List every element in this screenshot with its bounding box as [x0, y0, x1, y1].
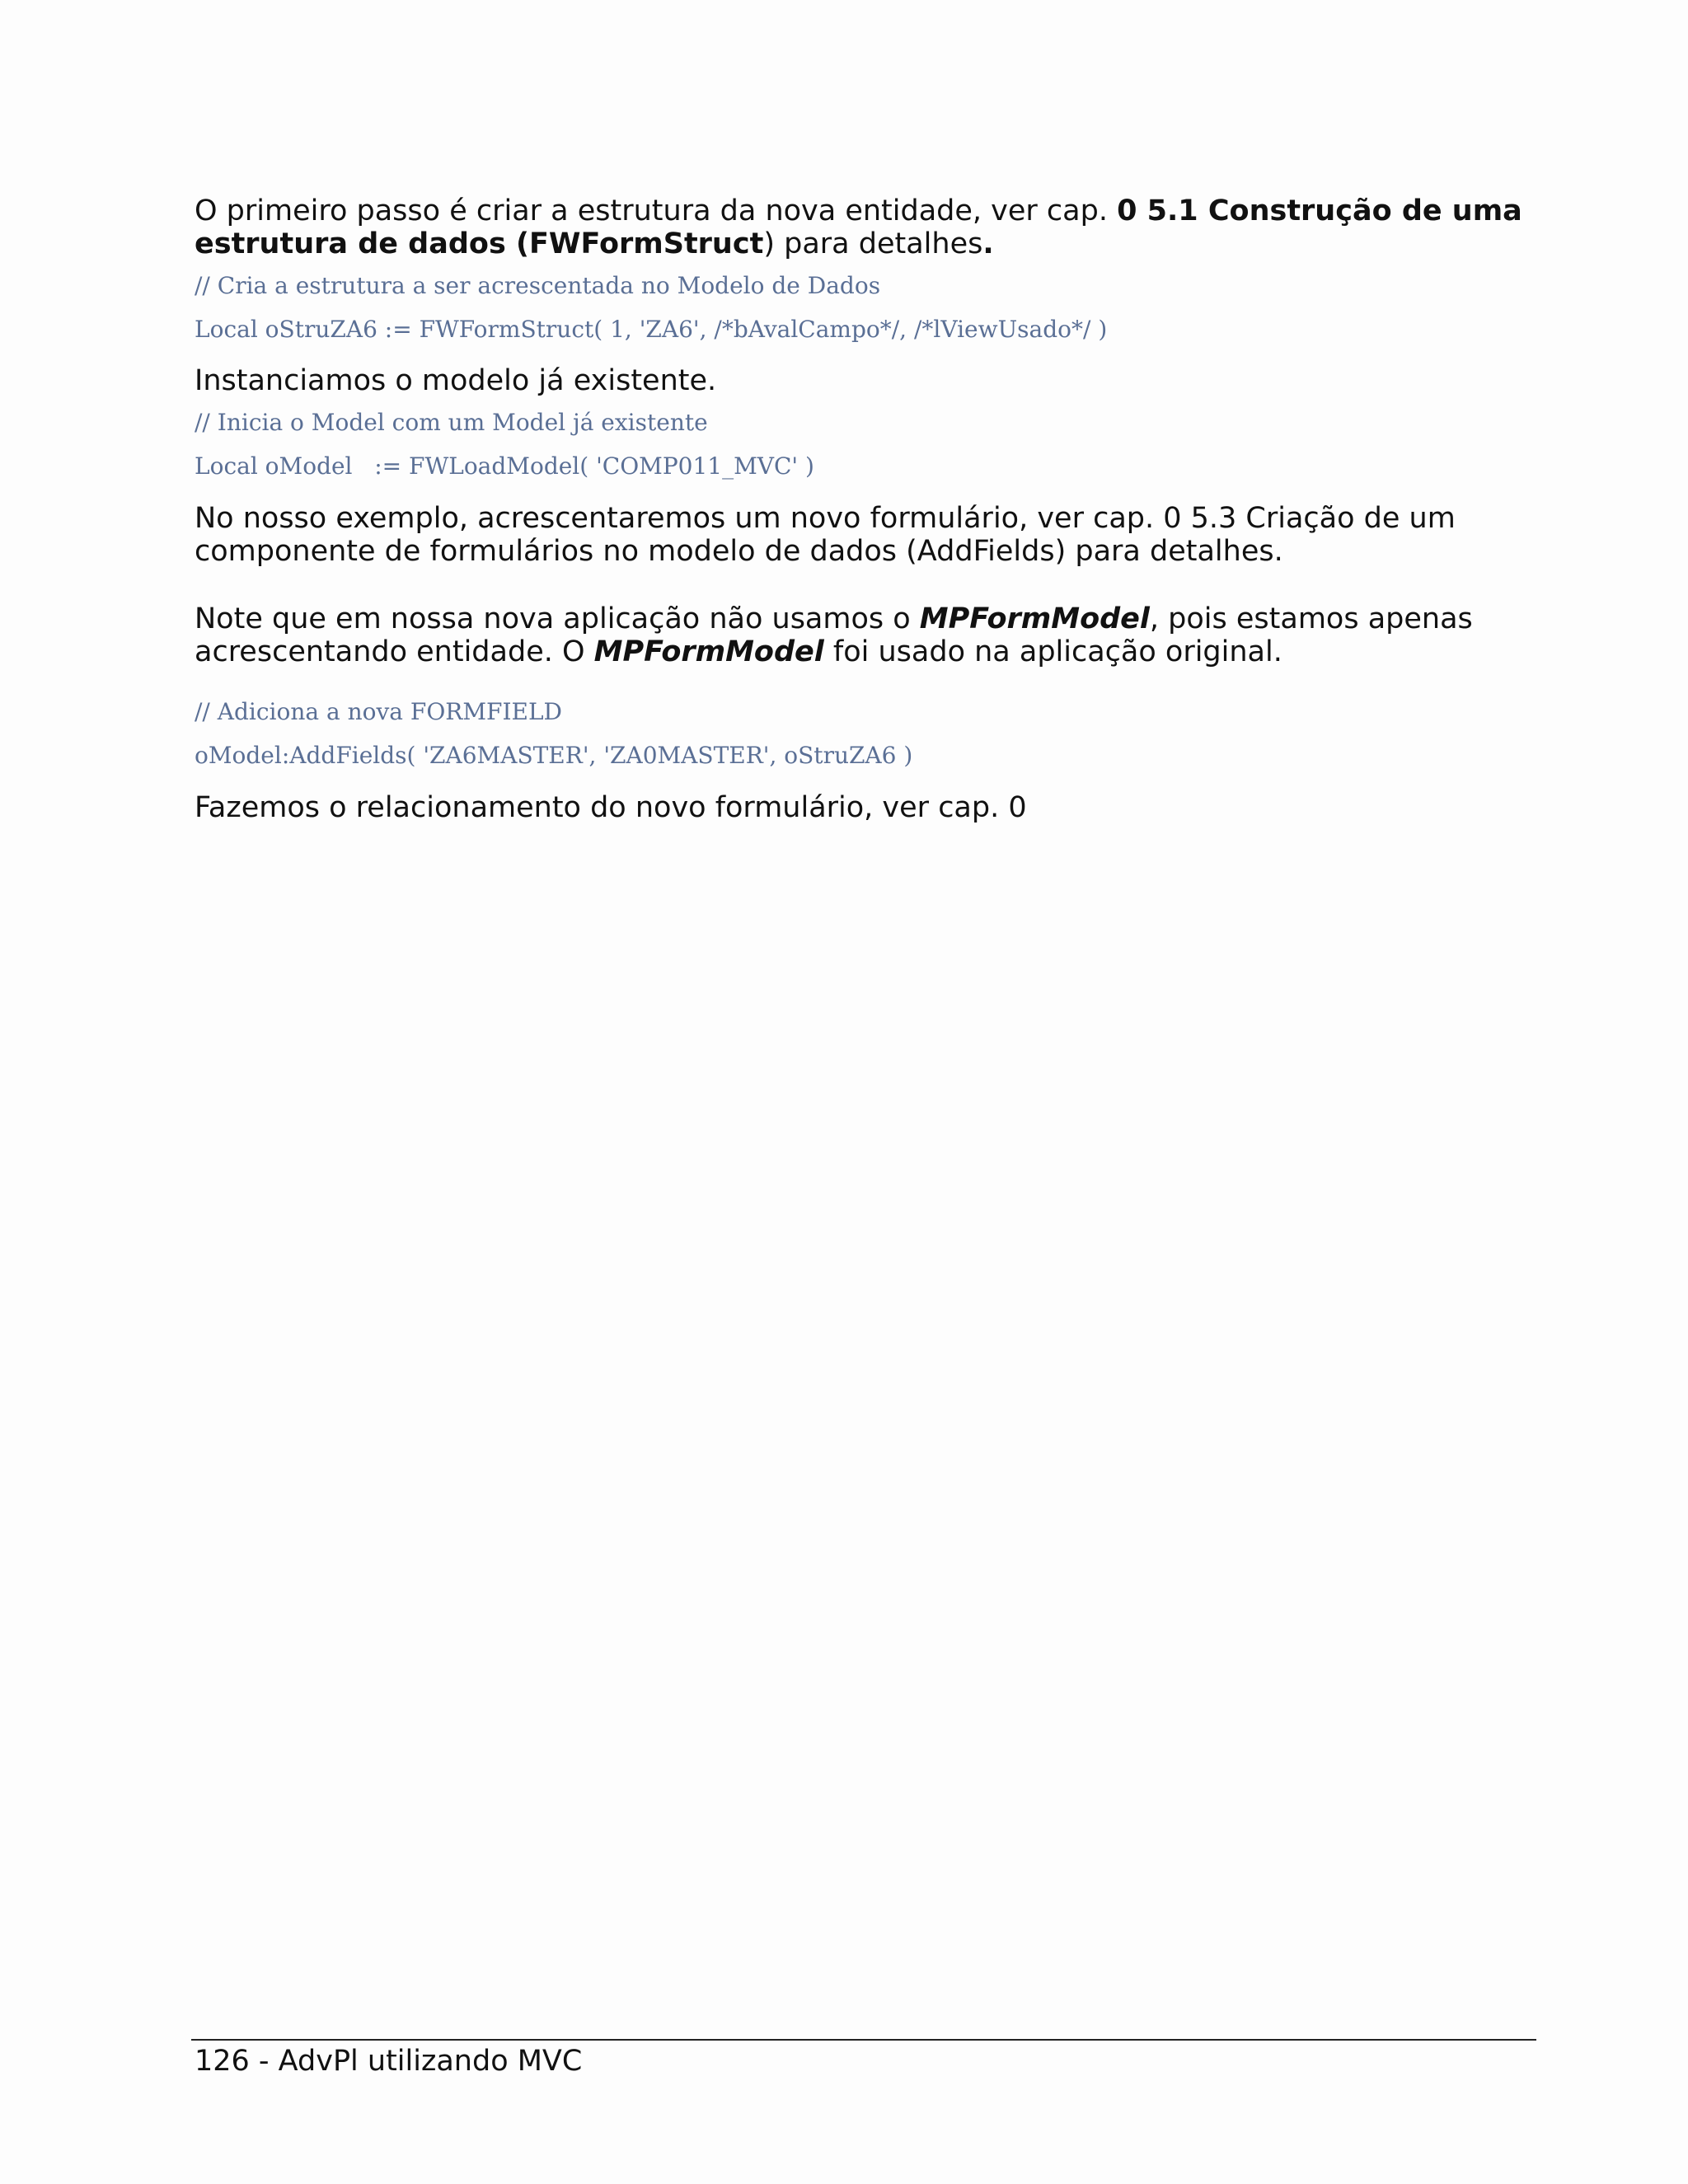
paragraph-note-text2: , pois estamos apenas acrescentando entidade. O: [195, 602, 1473, 668]
paragraph-first-step-text: O primeiro passo é criar a estrutura da nova entidade, ver cap.: [195, 194, 1118, 227]
chapter-reference-fwformstruct: 0 5.1 Construção de uma estrutura de dados (FWFormStruct: [195, 194, 1522, 260]
code-comment-create-structure: // Cria a estrutura a ser acrescentada no Modelo de Dados: [195, 272, 881, 299]
paragraph-first-step-period: .: [982, 227, 994, 260]
paragraph-first-step: [195, 194, 1546, 260]
page-content: [195, 194, 1546, 824]
footer-divider: [191, 2039, 1536, 2041]
code-comment-add-formfield: // Adiciona a nova FORMFIELD: [195, 698, 562, 725]
paragraph-note-text1: Note que em nossa nova aplicação não usamos o: [195, 602, 920, 635]
mpformmodel-term: MPFormModel: [919, 602, 1150, 635]
paragraph-relationship: Fazemos o relacionamento do novo formulário, ver cap. 0: [195, 791, 1027, 824]
paragraph-add-form: No nosso exemplo, acrescentaremos um novo formulário, ver cap. 0 5.3 Criação de um componente de formulários no modelo de dados (AddFields) para detalhes.: [195, 502, 1456, 568]
code-line-fwformstruct: Local oStruZA6 := FWFormStruct( 1, 'ZA6', /*bAvalCampo*/, /*lViewUsado*/ ): [195, 316, 1108, 343]
mpformmodel-term-second: MPFormModel: [593, 635, 824, 668]
paragraph-mpformmodel-note: [195, 602, 1546, 668]
paragraph-instantiate-model: Instanciamos o modelo já existente.: [195, 364, 717, 397]
code-comment-init-model: // Inicia o Model com um Model já existente: [195, 409, 708, 436]
paragraph-note-text3: foi usado na aplicação original.: [823, 635, 1282, 668]
paragraph-first-step-suffix: ) para detalhes: [763, 227, 983, 260]
footer-page-label: 126 - AdvPl utilizando MVC: [195, 2045, 583, 2078]
code-line-addfields: oModel:AddFields( 'ZA6MASTER', 'ZA0MASTER', oStruZA6 ): [195, 742, 913, 769]
code-line-fwloadmodel: Local oModel := FWLoadModel( 'COMP011_MVC' ): [195, 452, 814, 480]
